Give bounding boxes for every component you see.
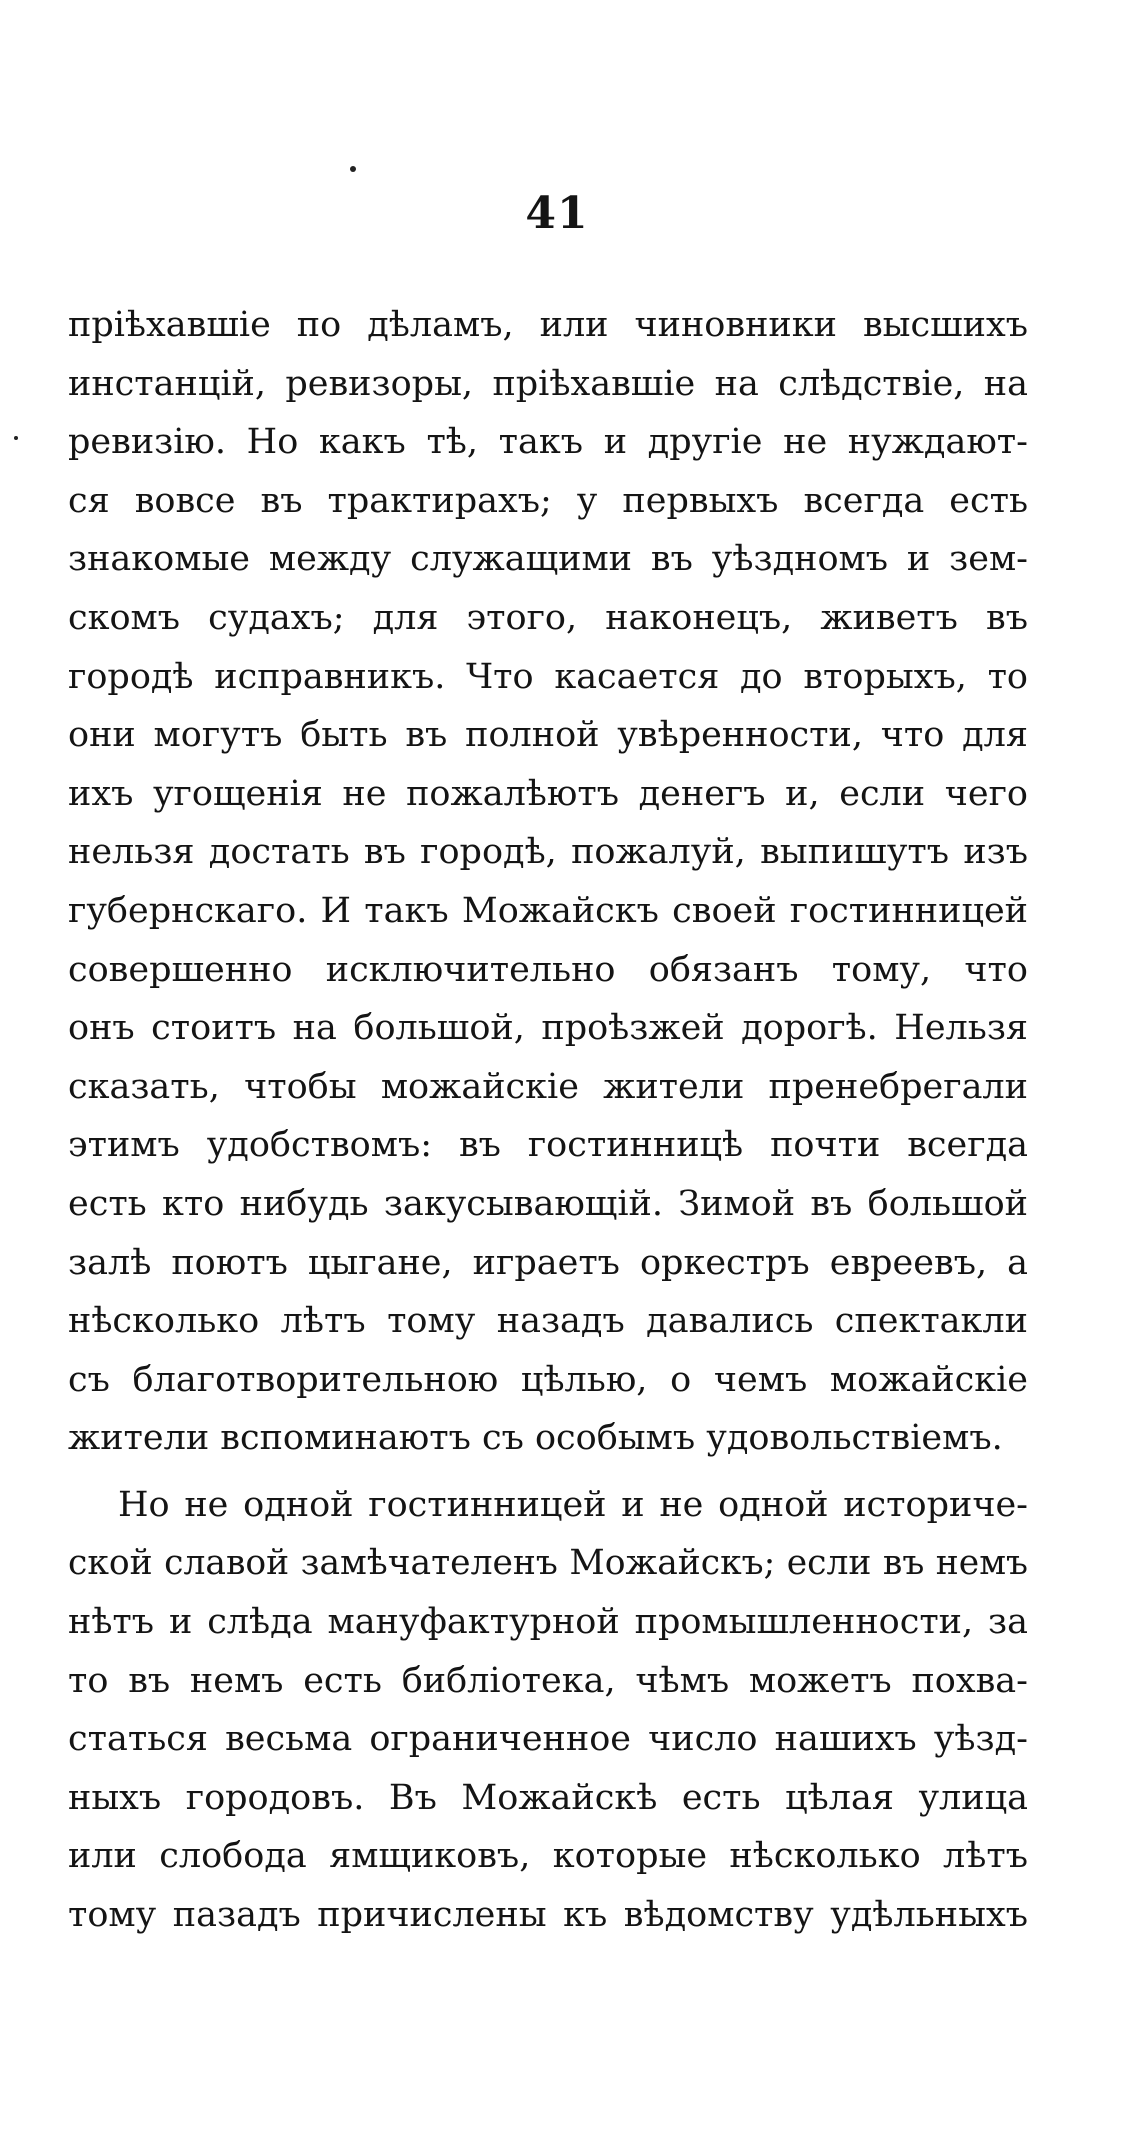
body-text bbox=[68, 296, 1028, 1945]
text-line: ревизію. Но какъ тѣ, такъ и другіе не нуждают- bbox=[68, 422, 1028, 463]
text-line: знакомые между служащими въ уѣздномъ и зем- bbox=[68, 539, 1028, 580]
text-line: губернскаго. И такъ Можайскъ своей гостинницей bbox=[68, 890, 1028, 931]
text-line: нѣсколько лѣтъ тому назадъ давались спектакли bbox=[68, 1301, 1028, 1342]
text-line: ихъ угощенія не пожалѣютъ денегъ и, если чего bbox=[68, 773, 1028, 814]
text-line: пріѣхавшіе по дѣламъ, или чиновники высшихъ bbox=[68, 305, 1028, 345]
text-line: съ благотворительною цѣлью, о чемъ можайскіе bbox=[68, 1359, 1028, 1400]
text-line: или слобода ямщиковъ, которые нѣсколько лѣтъ bbox=[68, 1836, 1028, 1877]
paragraph bbox=[68, 296, 1028, 1468]
text-line: ской славой замѣчателенъ Можайскъ; если въ немъ bbox=[68, 1543, 1028, 1584]
text-line: жители вспоминаютъ съ особымъ удовольствіемъ. bbox=[68, 1418, 1003, 1459]
text-line: этимъ удобствомъ: въ гостинницѣ почти всегда bbox=[68, 1125, 1028, 1166]
text-line: то въ немъ есть библіотека, чѣмъ можетъ похва- bbox=[68, 1660, 1028, 1701]
text-line: инстанцій, ревизоры, пріѣхавшіе на слѣдствіе, на bbox=[68, 363, 1028, 404]
text-line: нѣтъ и слѣда мануфактурной промышленности, за bbox=[68, 1602, 1028, 1643]
text-line: залѣ поютъ цыгане, играетъ оркестръ евреевъ, а bbox=[68, 1242, 1028, 1283]
text-line: онъ стоитъ на большой, проѣзжей дорогѣ. Нельзя bbox=[68, 1008, 1028, 1049]
text-line: скомъ судахъ; для этого, наконецъ, живетъ въ bbox=[68, 597, 1028, 638]
ink-speck bbox=[350, 166, 356, 172]
text-line: ныхъ городовъ. Въ Можайскѣ есть цѣлая улица bbox=[68, 1777, 1028, 1818]
paragraph bbox=[68, 1476, 1028, 1945]
text-line: сказать, чтобы можайскіе жители пренебрегали bbox=[68, 1066, 1028, 1107]
text-line: совершенно исключительно обязанъ тому, что bbox=[68, 949, 1028, 990]
text-line: нельзя достать въ городѣ, пожалуй, выпишутъ изъ bbox=[68, 832, 1028, 873]
text-line: ся вовсе въ трактирахъ; у первыхъ всегда есть bbox=[68, 480, 1028, 521]
text-line: городѣ исправникъ. Что касается до вторыхъ, то bbox=[68, 656, 1028, 697]
text-line: они могутъ быть въ полной увѣренности, что для bbox=[68, 715, 1028, 756]
text-line: есть кто нибудь закусывающій. Зимой въ большой bbox=[68, 1183, 1028, 1224]
page-number: 41 bbox=[525, 188, 589, 239]
text-line: статься весьма ограниченное число нашихъ уѣзд- bbox=[68, 1719, 1028, 1760]
ink-speck bbox=[14, 436, 18, 440]
text-line: Но не одной гостинницей и не одной историче- bbox=[118, 1484, 1028, 1525]
text-line: тому пазадъ причислены къ вѣдомству удѣльныхъ bbox=[68, 1895, 1028, 1936]
